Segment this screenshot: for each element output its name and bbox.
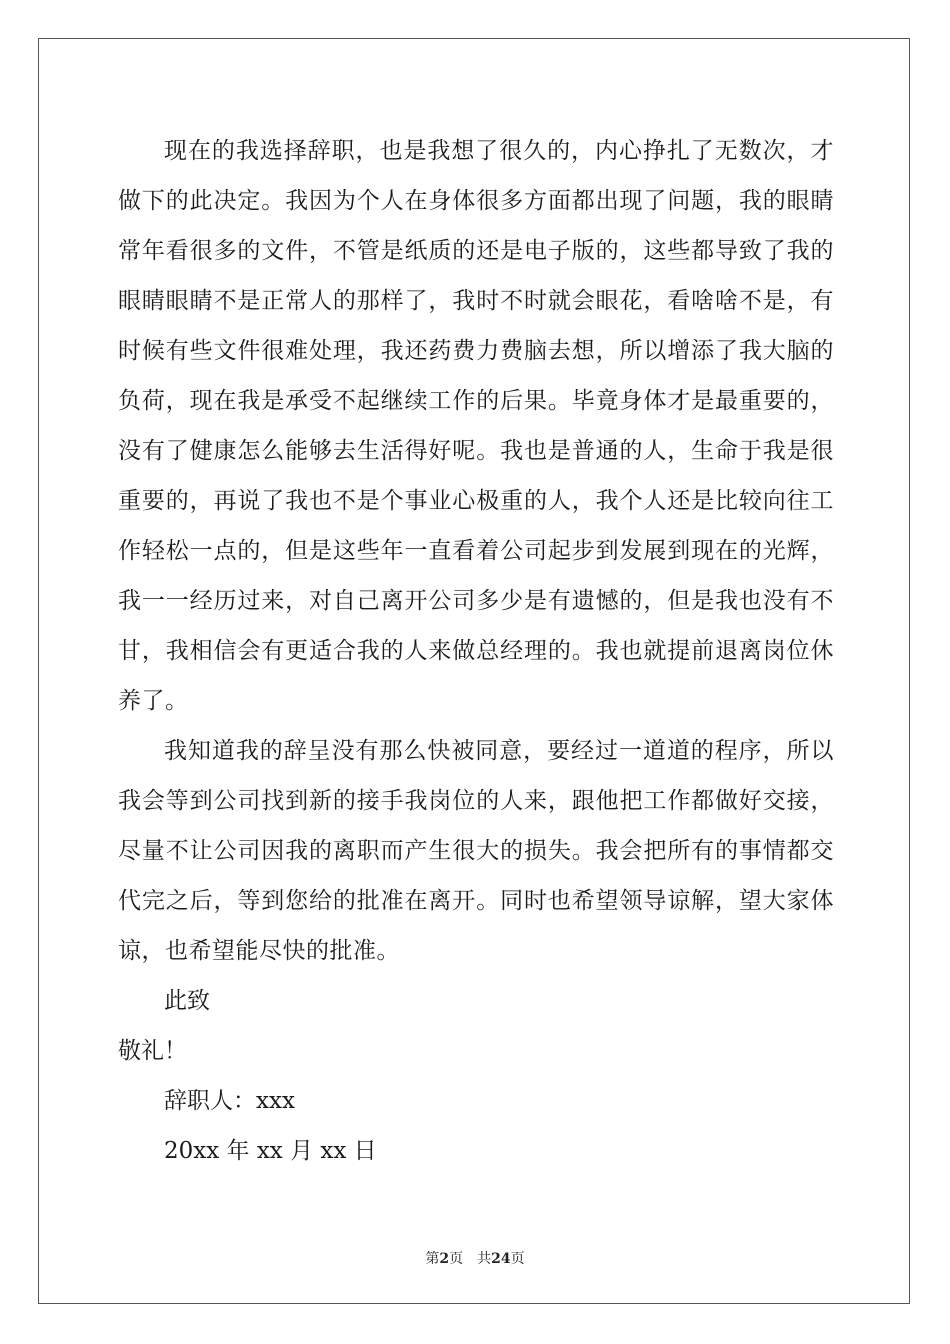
page-footer: [0, 1248, 950, 1268]
total-suffix: 页: [510, 1251, 525, 1267]
salutation: 敬礼！: [118, 1038, 187, 1064]
signature: 辞职人：xxx: [164, 1088, 295, 1114]
page-suffix: 页: [449, 1251, 464, 1267]
page-prefix: 第: [425, 1251, 440, 1267]
total-prefix: 共: [477, 1251, 492, 1267]
page-current: 2: [439, 1251, 450, 1267]
closing-phrase: 此致: [164, 988, 210, 1014]
paragraph-2: 我知道我的辞呈没有那么快被同意，要经过一道道的程序，所以我会等到公司找到新的接手我岗位的人来，跟他把工作都做好交接，尽量不让公司因我的离职而产生很大的损失。我会把所有的事情都交代完之后，等到您给的批准在离开。同时也希望领导谅解，望大家体谅，也希望能尽快的批准。: [118, 738, 834, 964]
letter-date: 20xx 年 xx 月 xx 日: [164, 1138, 377, 1164]
paragraph-1: 现在的我选择辞职，也是我想了很久的，内心挣扎了无数次，才做下的此决定。我因为个人在身体很多方面都出现了问题，我的眼睛常年看很多的文件，不管是纸质的还是电子版的，这些都导致了我的眼睛眼睛不是正常人的那样了，我时不时就会眼花，看啥啥不是，有时候有些文件很难处理，我还药费力费脑去想，所以增添了我大脑的负荷，现在我是承受不起继续工作的后果。毕竟身体才是最重要的，没有了健康怎么能够去生活得好呢。我也是普通的人，生命于我是很重要的，再说了我也不是个事业心极重的人，我个人还是比较向往工作轻松一点的，但是这些年一直看着公司起步到发展到现在的光辉，我一一经历过来，对自己离开公司多少是有遗憾的，但是我也没有不甘，我相信会有更适合我的人来做总经理的。我也就提前退离岗位休养了。: [118, 138, 834, 714]
page-total: 24: [491, 1251, 511, 1267]
letter-body: [118, 126, 834, 1176]
